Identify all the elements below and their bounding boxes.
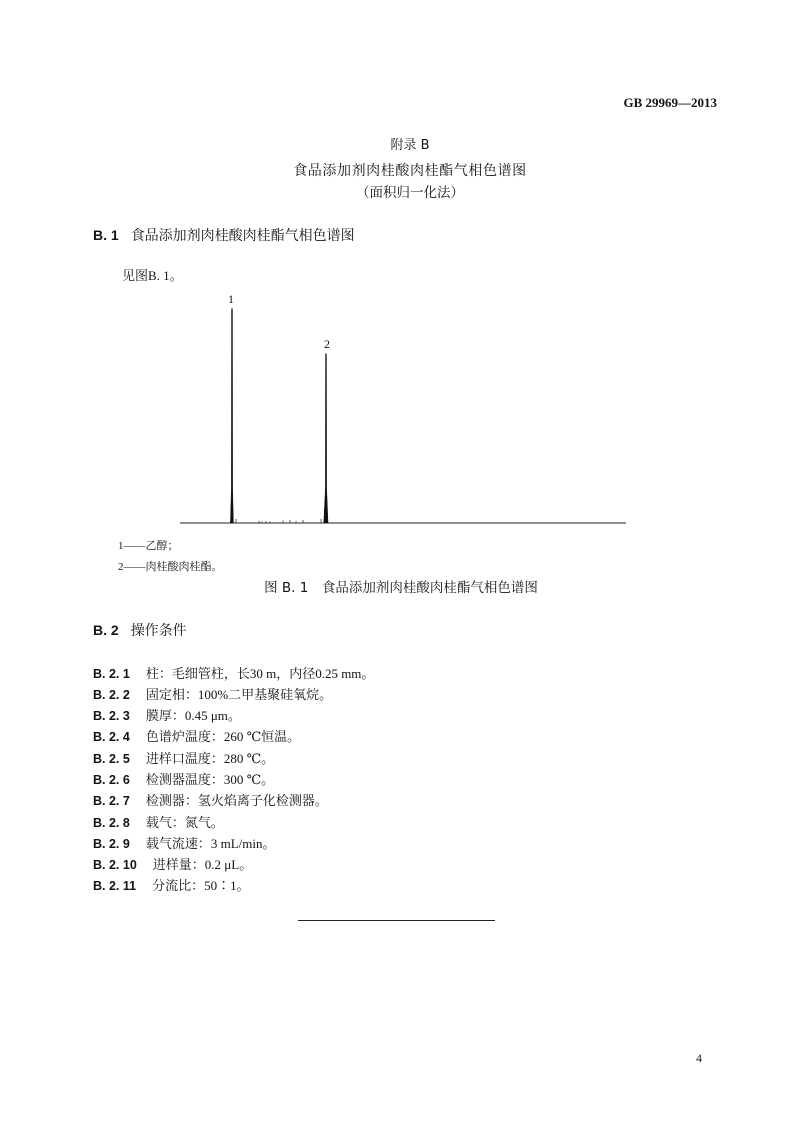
operating-conditions-list (93, 663, 374, 897)
item-text: 固定相：100%二甲基聚硅氧烷。 (145, 686, 333, 702)
item-number: B. 2. 8 (93, 815, 130, 830)
peak-label-2: 2 (324, 337, 330, 352)
condition-item (93, 833, 374, 854)
item-number: B. 2. 2 (93, 687, 130, 702)
standard-code: GB 29969—2013 (623, 95, 717, 110)
item-number: B. 2. 7 (93, 794, 130, 809)
item-text: 进样口温度：280 ℃。 (145, 750, 275, 766)
peaks-group (228, 292, 330, 523)
condition-item (93, 663, 374, 684)
item-text: 分流比：50∶1。 (152, 878, 250, 894)
item-number: B. 2. 3 (93, 709, 130, 724)
item-text: 检测器温度：300 ℃。 (145, 771, 275, 787)
item-number: B. 2. 11 (93, 879, 137, 894)
item-number: B. 2. 6 (93, 772, 130, 787)
condition-item (93, 769, 374, 790)
condition-item (93, 726, 374, 747)
section-heading-b1 (93, 225, 355, 246)
condition-item (93, 684, 374, 705)
appendix-title: 食品添加剂肉桂酸肉桂酯气相色谱图 (293, 163, 527, 179)
appendix-subtitle: （面积归一化法） (356, 185, 464, 201)
page-number: 4 (696, 1051, 702, 1065)
figure-caption: 图 B. 1 食品添加剂肉桂酸肉桂酯气相色谱图 (264, 580, 538, 596)
peak-label-1: 1 (228, 292, 234, 306)
item-number: B. 2. 1 (93, 666, 130, 681)
section-number: B. 2 (93, 622, 119, 638)
condition-item (93, 705, 374, 726)
item-text: 膜厚：0.45 μm。 (145, 708, 241, 724)
item-text: 色谱炉温度：260 ℃恒温。 (145, 729, 301, 745)
appendix-label: 附录 B (390, 138, 430, 153)
condition-item (93, 812, 374, 833)
section-number: B. 1 (93, 227, 119, 243)
condition-item (93, 790, 374, 811)
baseline-noise (236, 519, 321, 523)
peak-1 (230, 308, 233, 523)
section-title: 食品添加剂肉桂酸肉桂酯气相色谱图 (130, 228, 355, 244)
legend-item-2: 2——肉桂酸肉桂酯。 (118, 561, 223, 573)
item-number: B. 2. 9 (93, 836, 130, 851)
item-number: B. 2. 4 (93, 730, 130, 745)
figure-reference-text: 见图B. 1。 (122, 268, 183, 283)
item-text: 进样量：0.2 μL。 (152, 857, 253, 873)
legend-item-1: 1——乙醇； (118, 540, 179, 552)
item-number: B. 2. 5 (93, 751, 130, 766)
item-number: B. 2. 10 (93, 858, 137, 873)
chromatogram-figure (170, 285, 630, 530)
condition-item (93, 854, 374, 875)
peak-2 (324, 353, 328, 523)
end-of-document-rule (298, 920, 495, 921)
item-text: 载气流速：3 mL/min。 (145, 835, 276, 851)
item-text: 柱：毛细管柱，长30 m，内径0.25 mm。 (145, 665, 375, 681)
section-heading-b2 (93, 620, 187, 641)
item-text: 载气：氮气。 (145, 814, 224, 830)
condition-item (93, 748, 374, 769)
section-title: 操作条件 (130, 623, 187, 639)
condition-item (93, 875, 374, 896)
item-text: 检测器：氢火焰离子化检测器。 (145, 793, 328, 809)
